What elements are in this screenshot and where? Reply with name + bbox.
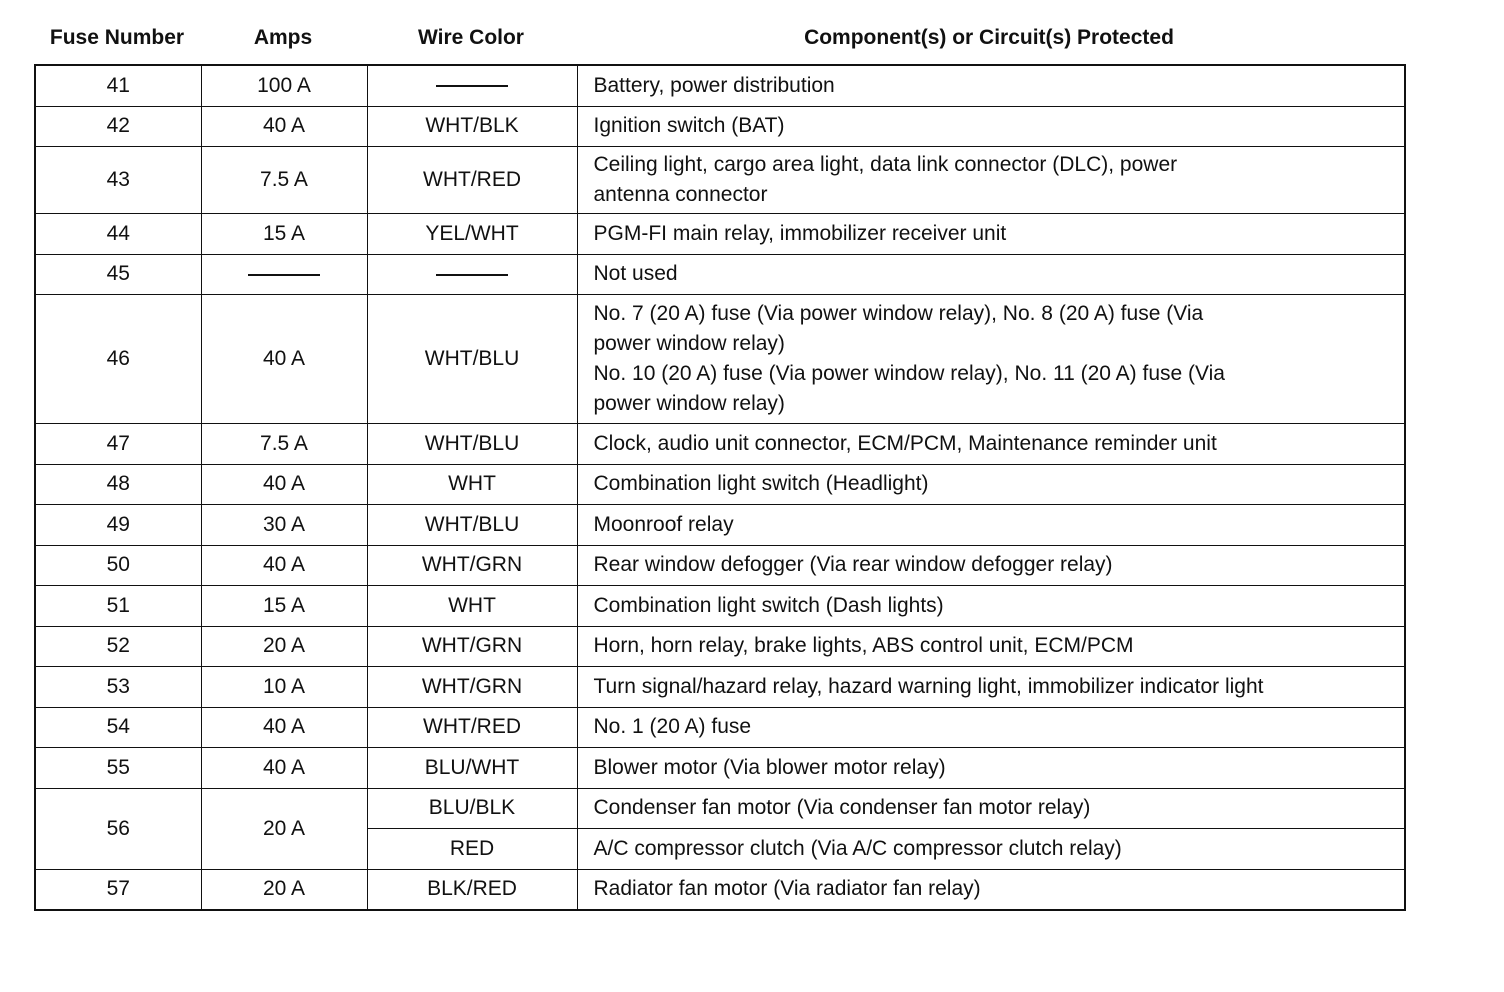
fuse-number: 47	[35, 424, 201, 465]
wire-color: WHT	[367, 464, 577, 505]
header-amps: Amps	[253, 26, 313, 49]
table-row	[35, 788, 1405, 829]
table-header	[0, 26, 1504, 60]
amps: 40 A	[201, 707, 367, 748]
amps: 20 A	[201, 626, 367, 667]
wire-color: WHT/BLK	[367, 106, 577, 147]
wire-color: WHT	[367, 586, 577, 627]
component: Combination light switch (Headlight)	[577, 464, 1405, 505]
table-row	[35, 748, 1405, 789]
wire-color: BLU/WHT	[367, 748, 577, 789]
component: A/C compressor clutch (Via A/C compressor clutch relay)	[577, 829, 1405, 870]
header-components: Component(s) or Circuit(s) Protected	[804, 26, 1174, 49]
wire-color: RED	[367, 829, 577, 870]
amps: 40 A	[201, 106, 367, 147]
fuse-number: 48	[35, 464, 201, 505]
table-row	[35, 424, 1405, 465]
amps: 40 A	[201, 748, 367, 789]
component-line: No. 7 (20 A) fuse (Via power window relay), No. 8 (20 A) fuse (Via	[593, 302, 1204, 325]
table-row	[35, 464, 1405, 505]
amps: 40 A	[201, 464, 367, 505]
amps: 30 A	[201, 505, 367, 546]
wire-color: WHT/BLU	[367, 424, 577, 465]
fuse-number: 57	[35, 869, 201, 910]
table-row	[35, 545, 1405, 586]
amps: 40 A	[201, 295, 367, 424]
component: No. 1 (20 A) fuse	[577, 707, 1405, 748]
wire-color: WHT/RED	[367, 707, 577, 748]
component: Combination light switch (Dash lights)	[577, 586, 1405, 627]
header-fuse-number: Fuse Number	[49, 26, 185, 49]
component	[577, 295, 1405, 424]
wire-color: WHT/GRN	[367, 667, 577, 708]
wire-color	[367, 65, 577, 106]
component: Ignition switch (BAT)	[577, 106, 1405, 147]
amps: 10 A	[201, 667, 367, 708]
table-row	[35, 254, 1405, 295]
component: Moonroof relay	[577, 505, 1405, 546]
wire-color: WHT/BLU	[367, 295, 577, 424]
component: PGM-FI main relay, immobilizer receiver unit	[577, 214, 1405, 255]
wire-color: WHT/RED	[367, 147, 577, 214]
component: Clock, audio unit connector, ECM/PCM, Maintenance reminder unit	[577, 424, 1405, 465]
fuse-number: 56	[35, 788, 201, 869]
not-applicable-dash	[436, 274, 508, 276]
table-row	[35, 586, 1405, 627]
amps: 20 A	[201, 788, 367, 869]
amps: 40 A	[201, 545, 367, 586]
wire-color: WHT/GRN	[367, 626, 577, 667]
table-row	[35, 295, 1405, 424]
wire-color: BLK/RED	[367, 869, 577, 910]
component-line: power window relay)	[593, 332, 785, 355]
wire-color	[367, 254, 577, 295]
fuse-number: 46	[35, 295, 201, 424]
amps: 7.5 A	[201, 147, 367, 214]
header-wire-color: Wire Color	[418, 26, 524, 49]
amps: 7.5 A	[201, 424, 367, 465]
table-row	[35, 147, 1405, 214]
fuse-number: 50	[35, 545, 201, 586]
table-row	[35, 707, 1405, 748]
component-line: antenna connector	[593, 183, 768, 206]
fuse-number: 45	[35, 254, 201, 295]
table-row	[35, 869, 1405, 910]
wire-color: YEL/WHT	[367, 214, 577, 255]
amps	[201, 254, 367, 295]
fuse-number: 53	[35, 667, 201, 708]
component-line: power window relay)	[593, 392, 785, 415]
table-row	[35, 626, 1405, 667]
component: Blower motor (Via blower motor relay)	[577, 748, 1405, 789]
fuse-number: 41	[35, 65, 201, 106]
component: Condenser fan motor (Via condenser fan motor relay)	[577, 788, 1405, 829]
amps: 100 A	[201, 65, 367, 106]
table-row	[35, 667, 1405, 708]
fuse-number: 54	[35, 707, 201, 748]
component: Not used	[577, 254, 1405, 295]
component: Horn, horn relay, brake lights, ABS control unit, ECM/PCM	[577, 626, 1405, 667]
amps: 15 A	[201, 586, 367, 627]
wire-color: WHT/GRN	[367, 545, 577, 586]
fuse-number: 55	[35, 748, 201, 789]
component: Rear window defogger (Via rear window defogger relay)	[577, 545, 1405, 586]
wire-color: WHT/BLU	[367, 505, 577, 546]
component: Turn signal/hazard relay, hazard warning light, immobilizer indicator light	[577, 667, 1405, 708]
component-line: No. 10 (20 A) fuse (Via power window relay), No. 11 (20 A) fuse (Via	[593, 362, 1225, 385]
fuse-table	[34, 64, 1406, 911]
fuse-number: 51	[35, 586, 201, 627]
table-row	[35, 214, 1405, 255]
table-row	[35, 106, 1405, 147]
not-applicable-dash	[248, 274, 320, 276]
table-row	[35, 505, 1405, 546]
table-row	[35, 65, 1405, 106]
component: Battery, power distribution	[577, 65, 1405, 106]
fuse-number: 52	[35, 626, 201, 667]
fuse-number: 43	[35, 147, 201, 214]
component: Radiator fan motor (Via radiator fan relay)	[577, 869, 1405, 910]
amps: 20 A	[201, 869, 367, 910]
wire-color: BLU/BLK	[367, 788, 577, 829]
not-applicable-dash	[436, 85, 508, 87]
fuse-number: 44	[35, 214, 201, 255]
component	[577, 147, 1405, 214]
component-line: Ceiling light, cargo area light, data link connector (DLC), power	[593, 153, 1178, 176]
amps: 15 A	[201, 214, 367, 255]
fuse-number: 42	[35, 106, 201, 147]
fuse-number: 49	[35, 505, 201, 546]
